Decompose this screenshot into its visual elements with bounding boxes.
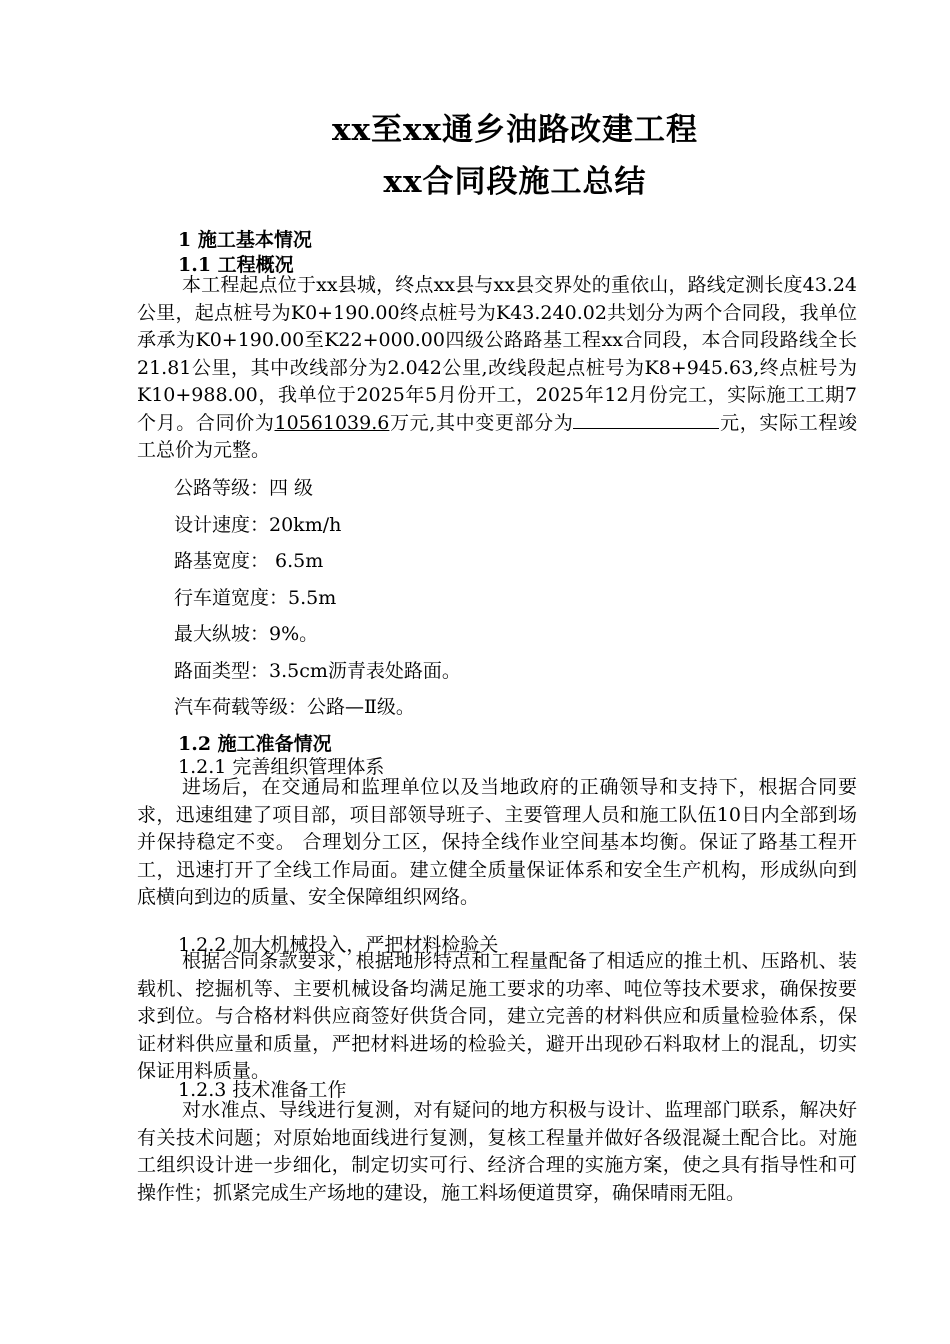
overview-text-b: 万元,其中变更部分为: [389, 411, 574, 434]
project-overview-paragraph: [137, 272, 857, 465]
section-heading-1-2: 1.2 施工准备情况: [178, 733, 332, 755]
overview-text-a: 本工程起点位于xx县城，终点xx县与xx县交界处的重依山，路线定测长度43.24公里，起点桩号为K0+190.00终点桩号为K43.240.02共划分为两个合同段，我单位承承为K0+190.00至K22+000.00四级公路路基工程xx合同段，本合同段路线全长21.81公里，其中改线部分为2.042公里,改线段起点桩号为K8+945.63,终点桩号为K10+988.00，我单位于2025年5月份开工，2025年12月份完工，实际施工工期7个月。合同价为: [137, 274, 857, 434]
spec-lane-width: 行车道宽度：5.5m: [174, 587, 337, 609]
document-title: xx至xx通乡油路改建工程: [332, 112, 698, 148]
section-heading-1-1: 1.1 工程概况: [178, 254, 294, 276]
contract-price-value: 10561039.6: [274, 411, 390, 434]
spec-road-grade: 公路等级：四 级: [174, 477, 314, 499]
spec-pavement-type: 路面类型：3.5cm沥青表处路面。: [174, 660, 461, 682]
document-subtitle: xx合同段施工总结: [383, 164, 647, 200]
section-heading-1: 1 施工基本情况: [178, 229, 312, 251]
technical-prep-paragraph: 对水准点、导线进行复测，对有疑问的地方积极与设计、监理部门联系，解决好有关技术问题；对原始地面线进行复测，复核工程量并做好各级混凝土配合比。对施工组织设计进一步细化，制定切实可行、经济合理的实施方案，使之具有指导性和可操作性；抓紧完成生产场地的建设，施工料场便道贯穿，确保晴雨无阻。: [137, 1099, 857, 1204]
spec-design-speed: 设计速度：20km/h: [174, 514, 342, 536]
machinery-paragraph: 根据合同条款要求，根据地形特点和工程量配备了相适应的推土机、压路机、装载机、挖掘机等、主要机械设备均满足施工要求的功率、吨位等技术要求，确保按要求到位。与合格材料供应商签好供货合同，建立完善的材料供应和质量检验体系，保证材料供应量和质量，严把材料进场的检验关，避开出现砂石料取材上的混乱，切实保证用料质量。: [137, 950, 857, 1082]
spec-max-grade: 最大纵坡：9%。: [174, 623, 319, 645]
section-heading-1-2-3: 1.2.3 技术准备工作: [178, 1079, 347, 1101]
change-amount-blank: [573, 410, 719, 429]
section-heading-1-2-1: 1.2.1 完善组织管理体系: [178, 756, 385, 778]
section-heading-1-2-2: 1.2.2 加大机械投入，严把材料检验关: [178, 934, 499, 956]
overview-text-c: 元，实际工程竣工总价为元整。: [137, 411, 857, 461]
spec-vehicle-load: 汽车荷载等级：公路—Ⅱ级。: [174, 696, 415, 718]
spec-subgrade-width: 路基宽度： 6.5m: [174, 550, 324, 572]
organization-paragraph: 进场后，在交通局和监理单位以及当地政府的正确领导和支持下，根据合同要求，迅速组建了项目部，项目部领导班子、主要管理人员和施工队伍10日内全部到场并保持稳定不变。 合理划分工区，保持全线作业空间基本均衡。保证了路基工程开工，迅速打开了全线工作局面。建立健全质量保证体系和安全生产机构，形成纵向到底横向到边的质量、安全保障组织网络。: [137, 776, 857, 908]
